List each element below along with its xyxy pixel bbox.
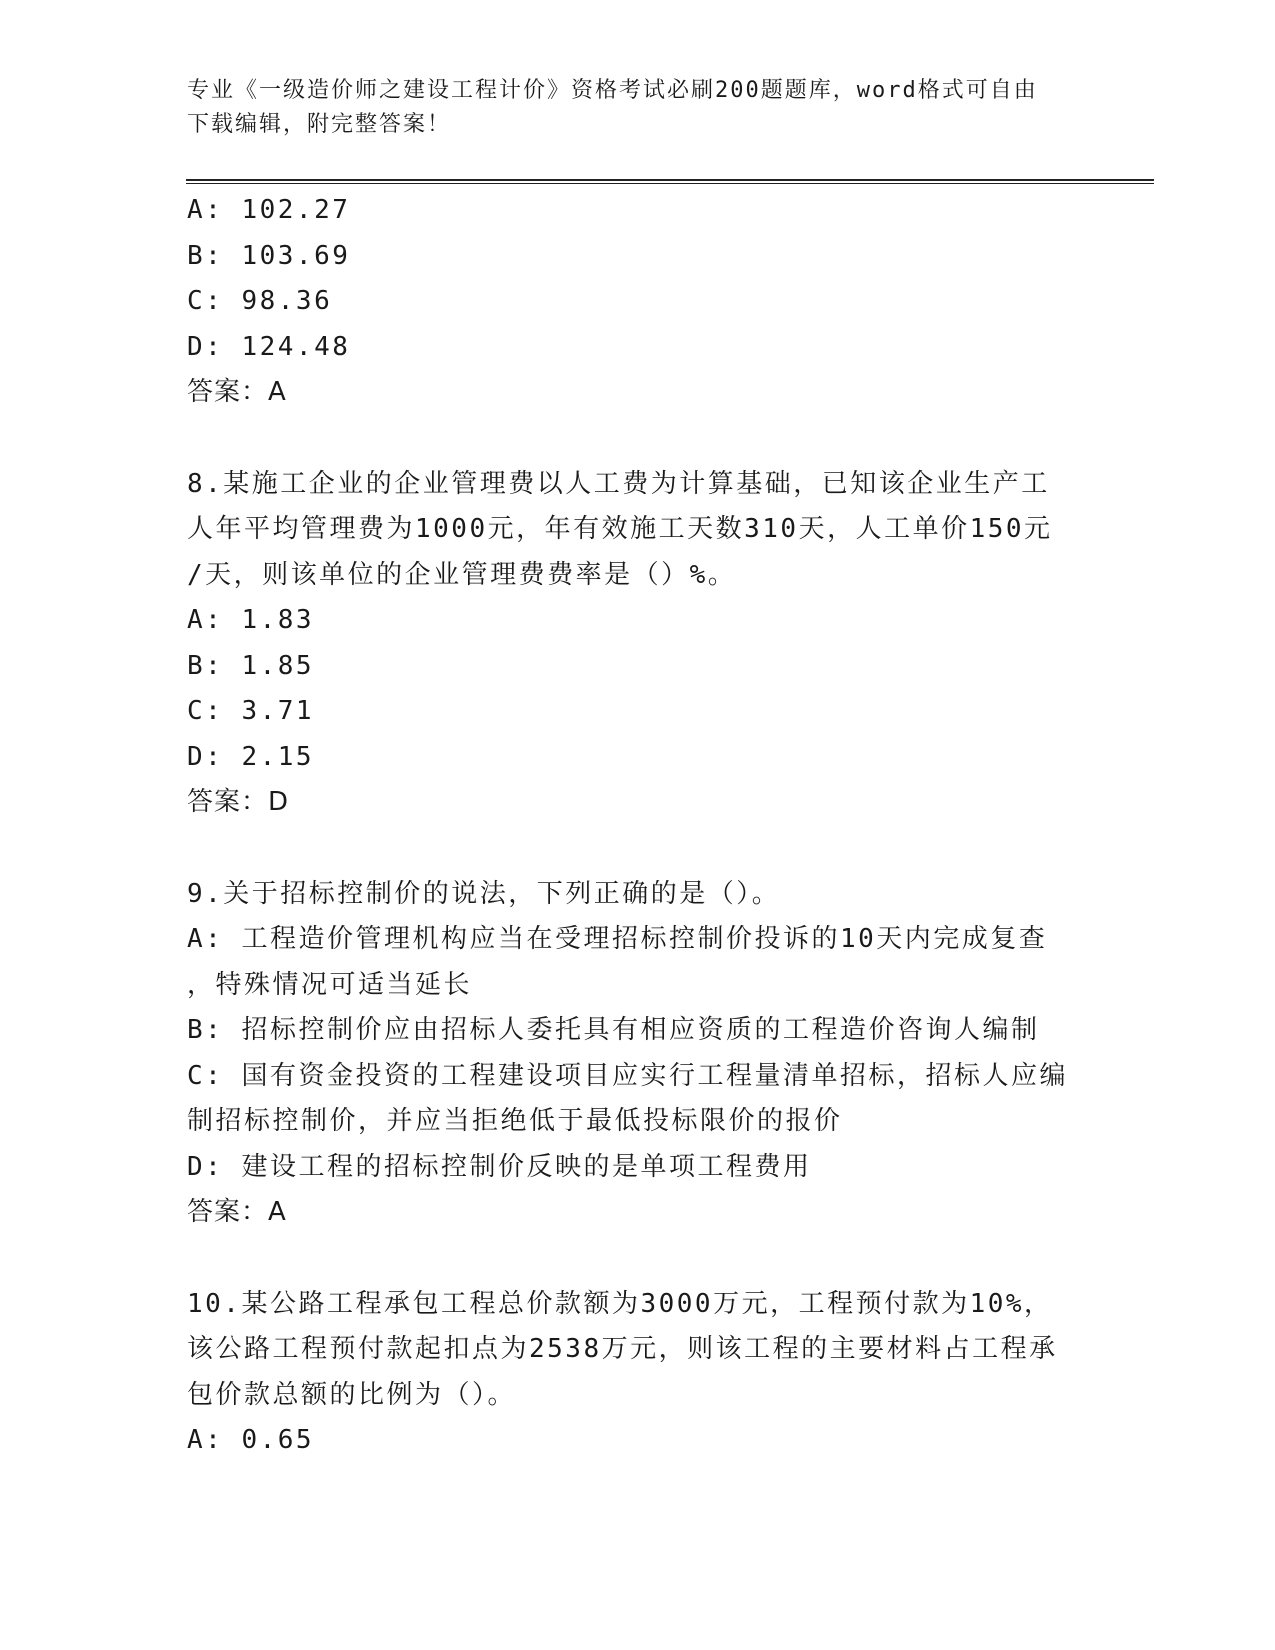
header-line: 专业《一级造价师之建设工程计价》资格考试必刷200题题库，word格式可自由 xyxy=(187,78,1038,103)
option-c-continued: 制招标控制价，并应当拒绝低于最低投标限价的报价 xyxy=(187,1106,843,1136)
option-c: C: 3.71 xyxy=(187,696,315,726)
spacer xyxy=(187,1236,1077,1282)
spacer xyxy=(187,826,1077,872)
header-divider xyxy=(186,179,1154,181)
option-d: D: 124.48 xyxy=(187,331,351,362)
option-c: C: 98.36 xyxy=(187,286,333,316)
option-d: D: 2.15 xyxy=(187,741,315,772)
question-9 xyxy=(187,872,1077,1236)
answer-line: 答案：D xyxy=(187,787,290,817)
option-a: A: 0.65 xyxy=(187,1425,315,1455)
answer-line: 答案：A xyxy=(187,1197,287,1227)
question-stem-line: 包价款总额的比例为（）。 xyxy=(187,1379,517,1410)
question-10 xyxy=(187,1282,1077,1464)
header-line: 下载编辑，附完整答案！ xyxy=(187,112,452,137)
question-7-continued xyxy=(187,188,1077,416)
option-b: B: 1.85 xyxy=(187,650,315,681)
question-8 xyxy=(187,462,1077,826)
document-header xyxy=(187,74,1087,142)
option-b: B: 103.69 xyxy=(187,240,351,271)
question-stem-line: 人年平均管理费为1000元，年有效施工天数310天，人工单价150元 xyxy=(187,514,1053,544)
option-d: D: 建设工程的招标控制价反映的是单项工程费用 xyxy=(187,1151,812,1182)
option-a: A: 1.83 xyxy=(187,605,315,635)
question-stem-line: 8.某施工企业的企业管理费以人工费为计算基础，已知该企业生产工 xyxy=(187,468,1050,499)
answer-line: 答案：A xyxy=(187,377,287,407)
option-a-continued: ，特殊情况可适当延长 xyxy=(187,969,473,1000)
option-c: C: 国有资金投资的工程建设项目应实行工程量清单招标，招标人应编 xyxy=(187,1060,1068,1091)
question-stem-line: 该公路工程预付款起扣点为2538万元，则该工程的主要材料占工程承 xyxy=(187,1334,1058,1364)
document-body xyxy=(187,188,1077,1464)
question-stem-line: 9.关于招标控制价的说法，下列正确的是（）。 xyxy=(187,878,781,909)
header-divider-thin xyxy=(186,183,1154,184)
option-b: B: 招标控制价应由招标人委托具有相应资质的工程造价咨询人编制 xyxy=(187,1015,1040,1045)
question-stem-line: 10.某公路工程承包工程总价款额为3000万元，工程预付款为10%， xyxy=(187,1288,1053,1319)
option-a: A: 工程造价管理机构应当在受理招标控制价投诉的10天内完成复查 xyxy=(187,924,1048,954)
question-stem-line: /天，则该单位的企业管理费费率是（）%。 xyxy=(187,559,737,590)
spacer xyxy=(187,416,1077,462)
option-a: A: 102.27 xyxy=(187,195,351,225)
